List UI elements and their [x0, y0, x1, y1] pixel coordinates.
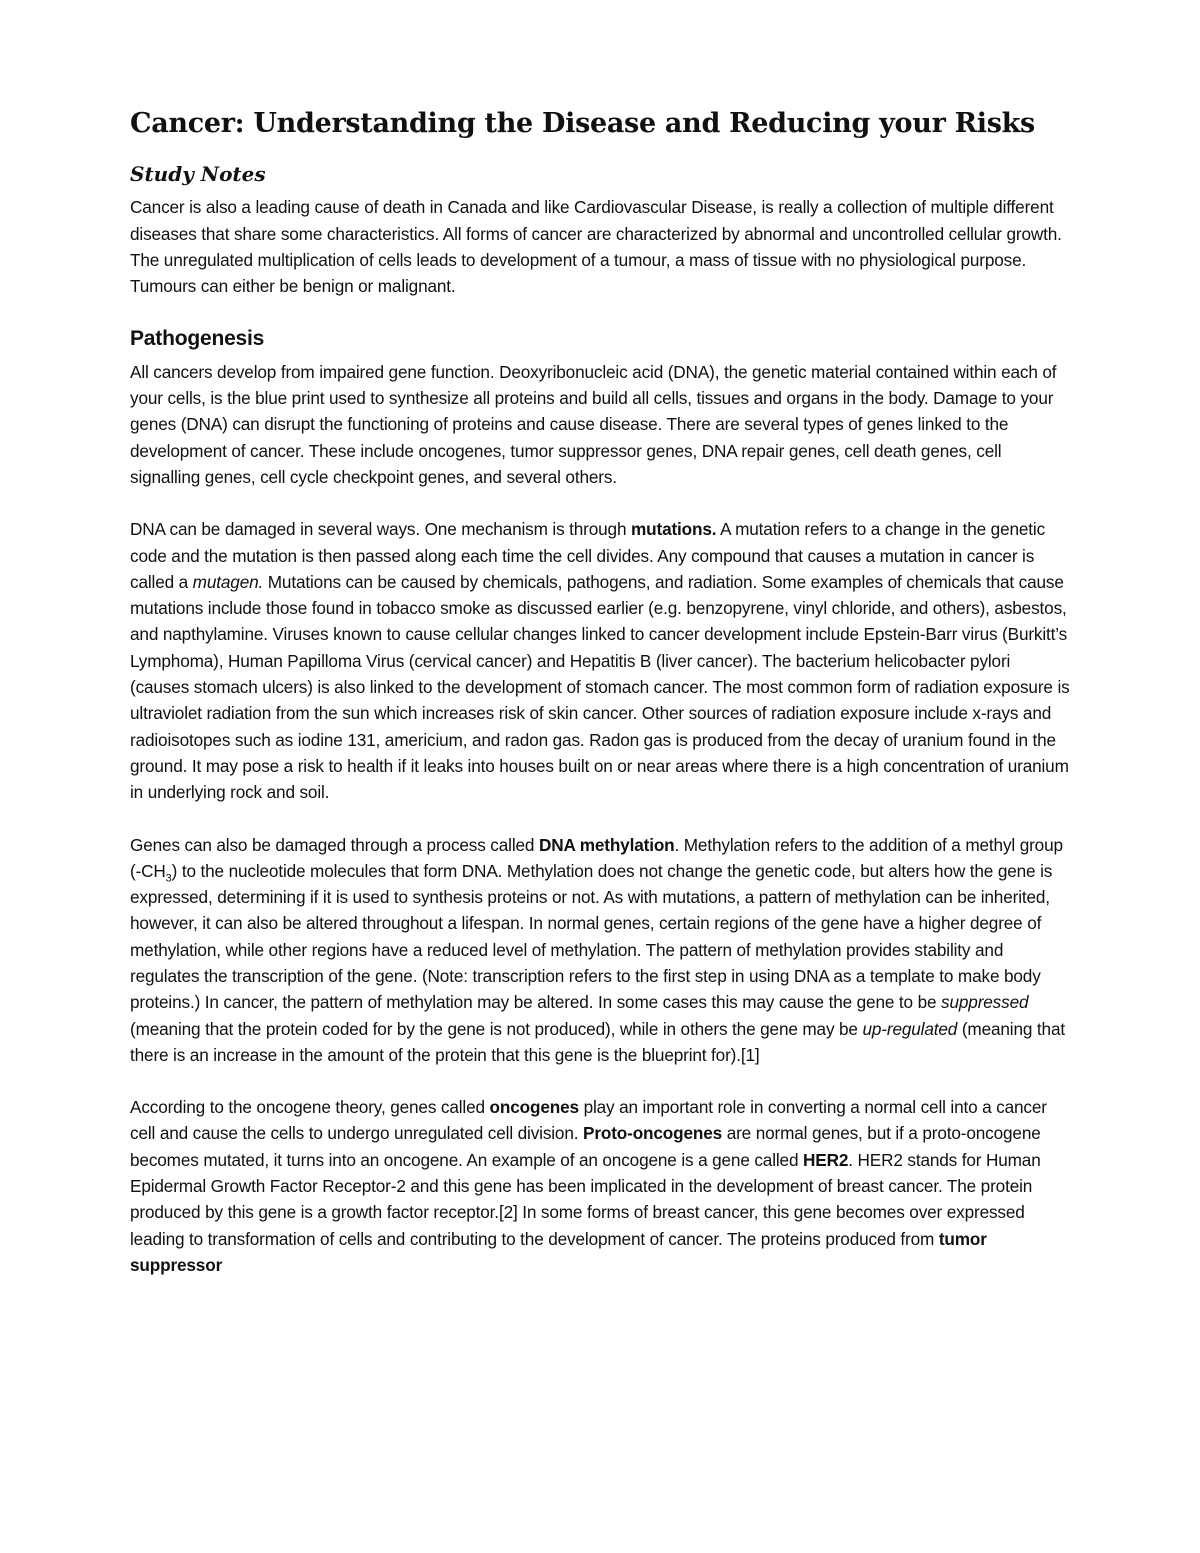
reference-link-1[interactable]: [1]: [740, 1044, 760, 1065]
term-tumor-suppressor: tumor suppressor: [130, 1228, 987, 1275]
text-run: (meaning that the protein coded for by the gene is not produced), while in others the gene may be: [130, 1018, 863, 1039]
text-run: are normal genes, but if a proto-oncogene becomes mutated, it turns into an oncogene. An example of an oncogene is a gene called: [130, 1123, 1041, 1170]
text-run: ) to the nucleotide molecules that form DNA. Methylation does not change the genetic code, but alters how the gene is expressed, determining if it is used to synthesis proteins or not. As with mutations, a pattern of methylation can be inherited, however, it can also be altered throughout a lifespan. In normal genes, certain regions of the gene have a higher degree of methylation, while other regions have a reduced level of methylation. The pattern of methylation provides stability and regulates the transcription of the gene. (Note: transcription refers to the first step in using DNA as a template to make body proteins.) In cancer, the pattern of methylation may be altered. In some cases this may cause the gene to be: [130, 860, 1053, 1013]
term-her2: HER2: [803, 1149, 849, 1170]
text-run: . HER2 stands for Human Epidermal Growth Factor Receptor-2 and this gene has been implicated in the development of breast cancer. The protein produced by this gene is a growth factor receptor.: [130, 1149, 1041, 1223]
text-run: play an important role in converting a normal cell into a cancer cell and cause the cells to undergo unregulated cell division.: [130, 1097, 1047, 1144]
text-run: . Methylation refers to the addition of a methyl group (-CH: [130, 834, 1063, 881]
paragraph-gene-function: All cancers develop from impaired gene function. Deoxyribonucleic acid (DNA), the genetic material contained within each of your cells, is the blue print used to synthesize all proteins and build all cells, tissues and organs in the body. Damage to your genes (DNA) can disrupt the functioning of proteins and cause disease. There are several types of genes linked to the development of cancer. These include oncogenes, tumor suppressor genes, DNA repair genes, cell death genes, cell signalling genes, cell cycle checkpoint genes, and several others.: [130, 361, 1057, 487]
document-page: [130, 108, 1070, 1304]
section-heading-pathogenesis: Pathogenesis: [130, 326, 265, 350]
intro-paragraph: Cancer is also a leading cause of death in Canada and like Cardiovascular Disease, is really a collection of multiple different diseases that share some characteristics. All forms of cancer are characterized by abnormal and uncontrolled cellular growth. The unregulated multiplication of cells leads to development of a tumour, a mass of tissue with no physiological purpose. Tumours can either be benign or malignant.: [130, 197, 1062, 297]
text-run: Genes can also be damaged through a process called: [130, 834, 539, 855]
term-proto-oncogenes: Proto-oncogenes: [583, 1123, 723, 1144]
term-dna-methylation: DNA methylation: [538, 834, 675, 855]
term-mutations: mutations.: [631, 519, 717, 540]
term-suppressed: suppressed: [941, 992, 1029, 1013]
text-run: DNA can be damaged in several ways. One mechanism is through: [130, 519, 632, 540]
subscript-3: 3: [165, 872, 172, 885]
term-up-regulated: up-regulated: [862, 1018, 958, 1039]
paragraph-mutations: [130, 516, 1070, 805]
term-mutagen: mutagen.: [192, 571, 264, 592]
reference-link-2[interactable]: [2]: [498, 1202, 518, 1223]
document-title: Cancer: Understanding the Disease and Reducing your Risks: [130, 108, 1035, 139]
text-run: Mutations can be caused by chemicals, pathogens, and radiation. Some examples of chemicals that cause mutations include those found in tobacco smoke as discussed earlier (e.g. benzopyrene, vinyl chloride, and others), asbestos, and napthylamine. Viruses known to cause cellular changes linked to cancer development include Epstein-Barr virus (Burkitt’s Lymphoma), Human Papilloma Virus (cervical cancer) and Hepatitis B (liver cancer). The bacterium helicobacter pylori (causes stomach ulcers) is also linked to the development of stomach cancer. The most common form of radiation exposure is ultraviolet radiation from the sun which increases risk of skin cancer. Other sources of radiation exposure include x-rays and radioisotopes such as iodine 131, americium, and radon gas. Radon gas is produced from the decay of uranium found in the ground. It may pose a risk to health if it leaks into houses built on or near areas where there is a high concentration of uranium in underlying rock and soil.: [130, 571, 1070, 803]
text-run: (meaning that there is an increase in the amount of the protein that this gene is the blueprint for).: [130, 1018, 1065, 1065]
document-subtitle: Study Notes: [130, 162, 266, 187]
paragraph-methylation: [130, 832, 1070, 1069]
term-oncogenes: oncogenes: [489, 1097, 579, 1118]
paragraph-oncogenes: [130, 1094, 1070, 1278]
text-run: In some forms of breast cancer, this gene becomes over expressed leading to transformation of cells and contributing to the development of cancer. The proteins produced from: [130, 1202, 1025, 1249]
text-run: According to the oncogene theory, genes called: [130, 1097, 490, 1118]
text-run: A mutation refers to a change in the genetic code and the mutation is then passed along each time the cell divides. Any compound that causes a mutation in cancer is called a: [130, 519, 1046, 592]
